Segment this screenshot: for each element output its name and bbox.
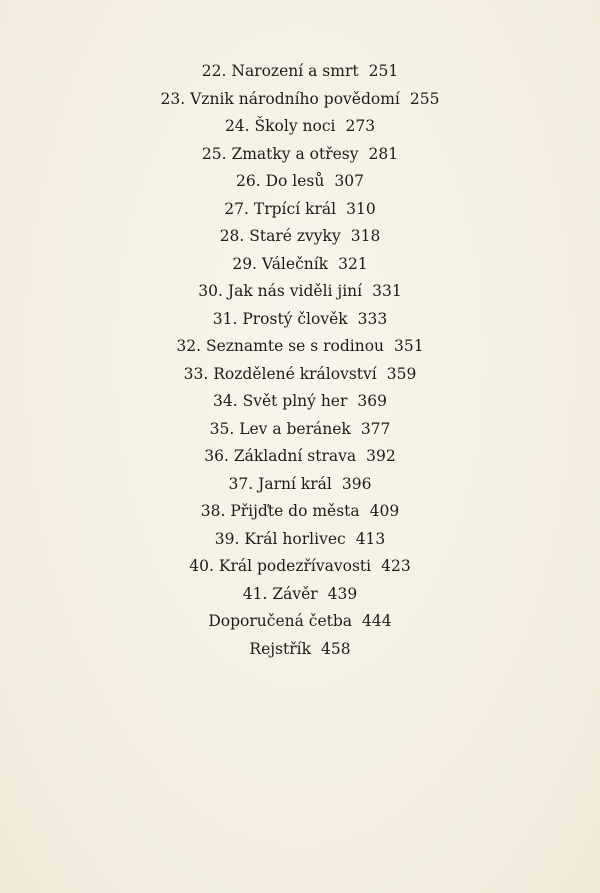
toc-entry-page: 310 bbox=[346, 199, 376, 218]
table-of-contents bbox=[0, 58, 600, 663]
toc-entry-page: 307 bbox=[334, 172, 364, 190]
toc-entry bbox=[0, 471, 600, 499]
toc-entry-title: Trpící král bbox=[253, 199, 337, 218]
toc-entry-number: 29. bbox=[232, 254, 257, 273]
toc-entry-page: 273 bbox=[345, 117, 376, 135]
toc-entry-title: Král podezřívavosti bbox=[218, 557, 372, 575]
toc-entry-number: 33. bbox=[183, 364, 209, 383]
toc-entry-number: 35. bbox=[209, 419, 235, 438]
toc-entry-page: 392 bbox=[366, 447, 396, 465]
toc-entry-number: 36. bbox=[204, 447, 229, 465]
toc-entry-number: 23. bbox=[160, 89, 186, 108]
toc-entry-title: Zmatky a otřesy bbox=[231, 144, 359, 163]
toc-entry bbox=[0, 553, 600, 581]
toc-entry-number: 24. bbox=[224, 117, 250, 135]
toc-entry bbox=[0, 113, 600, 141]
toc-entry-title: Narození a smrt bbox=[231, 62, 359, 80]
toc-entry-number: 27. bbox=[224, 199, 249, 218]
toc-entry-number: 22. bbox=[201, 62, 227, 80]
toc-entry-number: 34. bbox=[212, 392, 238, 410]
toc-entry-title: Král horlivec bbox=[244, 529, 346, 548]
toc-entry bbox=[0, 361, 600, 389]
toc-entry-page: 318 bbox=[350, 227, 381, 245]
toc-entry-title: Lev a beránek bbox=[239, 419, 351, 438]
toc-entry-title: Přijďte do města bbox=[230, 502, 360, 520]
toc-entry bbox=[0, 636, 600, 664]
toc-entry-number: 31. bbox=[212, 309, 238, 328]
toc-entry-page: 359 bbox=[386, 364, 417, 383]
toc-entry-title: Jarní král bbox=[258, 474, 332, 493]
toc-entry bbox=[0, 443, 600, 471]
toc-entry-page: 321 bbox=[338, 254, 368, 273]
toc-entry bbox=[0, 416, 600, 444]
toc-entry-page: 439 bbox=[327, 584, 358, 603]
toc-entry-title: Do lesů bbox=[265, 172, 325, 190]
toc-entry-page: 409 bbox=[369, 502, 400, 520]
toc-entry bbox=[0, 526, 600, 554]
toc-entry-title: Základní strava bbox=[233, 447, 357, 465]
toc-entry bbox=[0, 608, 600, 636]
toc-entry bbox=[0, 196, 600, 224]
toc-entry-title: Válečník bbox=[261, 254, 329, 273]
toc-entry-number: 30. bbox=[198, 282, 223, 300]
toc-entry-number: 25. bbox=[201, 144, 227, 163]
toc-entry bbox=[0, 278, 600, 306]
toc-entry-page: 251 bbox=[368, 62, 399, 80]
toc-entry-number: 41. bbox=[242, 584, 268, 603]
toc-entry-page: 281 bbox=[368, 144, 399, 163]
toc-entry-page: 377 bbox=[360, 419, 391, 438]
toc-entry-title: Vznik národního povědomí bbox=[190, 89, 400, 108]
toc-entry-number: 26. bbox=[236, 172, 261, 190]
toc-entry-number: 37. bbox=[228, 474, 254, 493]
toc-entry-page: 369 bbox=[357, 392, 387, 410]
toc-entry-title: Svět plný her bbox=[242, 392, 348, 410]
toc-entry-page: 423 bbox=[381, 557, 411, 575]
toc-entry bbox=[0, 223, 600, 251]
toc-entry-title: Prostý člověk bbox=[242, 309, 348, 328]
toc-entry bbox=[0, 388, 600, 416]
toc-entry-title: Jak nás viděli jiní bbox=[227, 282, 363, 300]
toc-entry-page: 351 bbox=[394, 337, 424, 355]
toc-entry-number: 38. bbox=[200, 502, 226, 520]
toc-entry bbox=[0, 251, 600, 279]
toc-entry bbox=[0, 86, 600, 114]
toc-entry bbox=[0, 333, 600, 361]
toc-entry bbox=[0, 168, 600, 196]
toc-entry-page: 444 bbox=[362, 612, 392, 630]
toc-entry bbox=[0, 141, 600, 169]
toc-entry-number: 39. bbox=[214, 529, 240, 548]
toc-entry-title: Doporučená četba bbox=[208, 612, 353, 630]
toc-entry-title: Seznamte se s rodinou bbox=[205, 337, 385, 355]
toc-entry bbox=[0, 58, 600, 86]
toc-entry bbox=[0, 581, 600, 609]
toc-entry-page: 396 bbox=[341, 474, 372, 493]
toc-entry-page: 255 bbox=[409, 89, 440, 108]
toc-entry-page: 458 bbox=[321, 639, 351, 658]
toc-entry-title: Školy noci bbox=[254, 117, 336, 135]
toc-entry bbox=[0, 498, 600, 526]
toc-entry-page: 331 bbox=[372, 282, 402, 300]
toc-entry-title: Rejstřík bbox=[249, 639, 311, 658]
toc-entry-number: 32. bbox=[176, 337, 202, 355]
toc-entry-page: 333 bbox=[357, 309, 388, 328]
toc-entry-page: 413 bbox=[355, 529, 386, 548]
toc-entry bbox=[0, 306, 600, 334]
toc-entry-title: Rozdělené království bbox=[213, 364, 377, 383]
toc-entry-title: Závěr bbox=[272, 584, 318, 603]
toc-entry-number: 40. bbox=[189, 557, 214, 575]
toc-entry-number: 28. bbox=[219, 227, 245, 245]
toc-entry-title: Staré zvyky bbox=[249, 227, 341, 245]
